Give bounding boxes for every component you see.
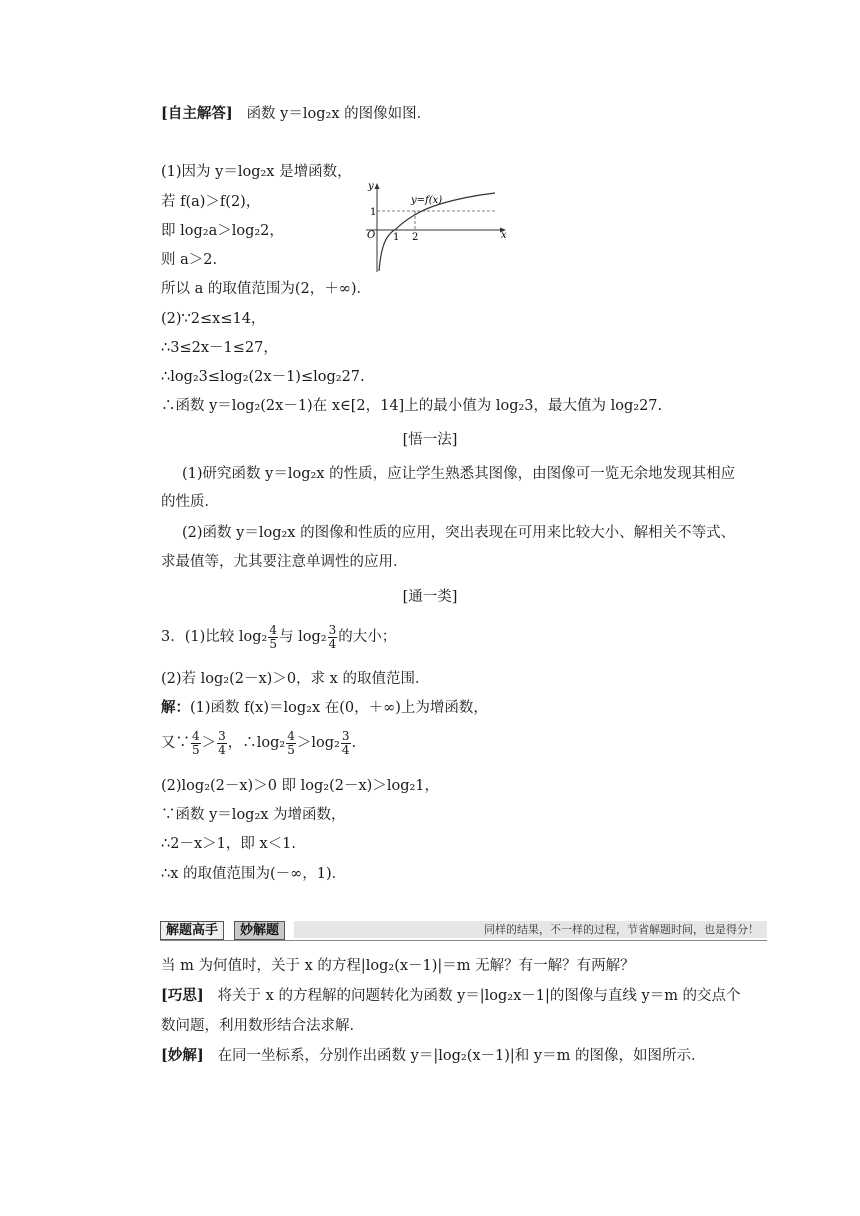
banner-tag-jieti-gaoshou: 解题高手	[160, 921, 224, 940]
miaojie-line	[161, 1046, 705, 1066]
part2-line3: ∴log₂3≤log₂(2x－1)≤log₂27.	[161, 369, 365, 385]
solution-label: 解：	[161, 699, 190, 716]
banner-slogan: 同样的结果，不一样的过程，节省解题时间，也是得分！	[484, 923, 759, 936]
frac-num: 4	[287, 728, 295, 743]
frac-num: 4	[269, 622, 277, 637]
qiaosi-tag: [巧思]	[161, 987, 204, 1004]
qiaosi-text: 将关于 x 的方程解的问题转化为函数 y＝|log₂x－1|的图像与直线 y＝m 的交点个	[217, 988, 741, 1004]
qiaosi-line2: 数问题，利用数形结合法求解．	[161, 1018, 364, 1034]
solution-line1	[161, 698, 488, 718]
solution-line5: ∴2－x＞1，即 x＜1.	[161, 836, 296, 852]
sol2-c: ＞log₂	[296, 735, 340, 751]
part1-line4: 则 a＞2.	[161, 252, 218, 268]
x-tick-2: 2	[412, 232, 419, 243]
frac-den: 5	[192, 742, 200, 757]
wuyifa-p2-line1: (2)函数 y＝log₂x 的图像和性质的应用，突出表现在可用来比较大小、解相关不等式、	[182, 525, 736, 541]
solution-text: (1)函数 f(x)＝log₂x 在(0，＋∞)上为增函数，	[190, 700, 488, 716]
fraction-3-4	[328, 624, 338, 651]
part2-line2: ∴3≤2x－1≤27，	[161, 340, 278, 356]
miaojie-tag: [妙解]	[161, 1047, 204, 1064]
intro-text: 函数 y＝log₂x 的图像如图．	[246, 106, 432, 122]
frac-den: 4	[218, 742, 226, 757]
wuyifa-p2-line2: 求最值等，尤其要注意单调性的应用．	[161, 554, 408, 570]
curve-label: y=f(x)	[411, 195, 443, 206]
part1-line2: 若 f(a)＞f(2)，	[161, 194, 261, 210]
wuyifa-heading: [悟一法]	[402, 432, 458, 448]
part2-line1: (2)∵2≤x≤14，	[161, 311, 266, 327]
miaojie-question: 当 m 为何值时，关于 x 的方程|log₂(x－1)|＝m 无解？有一解？有两解？	[161, 958, 635, 974]
x-axis-label: x	[501, 230, 507, 241]
origin-label: O	[367, 230, 376, 241]
sol2-a: 又∵	[161, 735, 190, 751]
part2-line4: ∴函数 y＝log₂(2x－1)在 x∈[2，14]上的最小值为 log₂3，最大值为 log₂27.	[161, 398, 663, 414]
intro-line	[161, 104, 431, 124]
question3-line1	[161, 620, 396, 654]
frac-num: 3	[218, 728, 226, 743]
fraction-3-4	[341, 730, 351, 757]
sol2-b: ，∴log₂	[227, 735, 286, 751]
y-axis-arrow	[375, 183, 380, 189]
fraction-3-4	[217, 730, 227, 757]
miaojie-text: 在同一坐标系，分别作出函数 y＝|log₂(x－1)|和 y＝m 的图像，如图所示．	[217, 1048, 706, 1064]
frac-num: 3	[328, 622, 337, 637]
banner-bar	[294, 921, 767, 938]
question3-line2: (2)若 log₂(2－x)＞0，求 x 的取值范围．	[161, 671, 430, 687]
frac-den: 5	[269, 636, 277, 651]
solution-line3: (2)log₂(2－x)＞0 即 log₂(2－x)＞log₂1，	[161, 778, 440, 794]
jieti-gaoshou-banner	[160, 920, 767, 940]
part1-line1: (1)因为 y＝log₂x 是增函数，	[161, 164, 352, 180]
x-tick-1: 1	[393, 232, 400, 243]
frac-den: 4	[341, 742, 350, 757]
zizhu-jieda-tag: [自主解答]	[161, 105, 233, 122]
y-tick-1: 1	[370, 207, 377, 218]
frac-den: 5	[287, 742, 295, 757]
log2-graph	[360, 178, 510, 276]
solution-line2	[161, 726, 356, 760]
wuyifa-p1-line1: (1)研究函数 y＝log₂x 的性质，应让学生熟悉其图像，由图像可一览无余地发现其相应	[182, 466, 736, 482]
wuyifa-p1-line2: 的性质．	[161, 494, 219, 510]
part1-line5: 所以 a 的取值范围为(2，＋∞)．	[161, 281, 371, 297]
tongyilei-heading: [通一类]	[402, 589, 458, 605]
sol2-gt: ＞	[201, 735, 217, 751]
frac-den: 4	[328, 636, 337, 651]
part1-line3: 即 log₂a＞log₂2，	[161, 223, 284, 239]
y-axis-label: y	[368, 181, 374, 192]
banner-tag-miao-jieti: 妙解题	[234, 921, 285, 940]
fraction-4-5	[191, 730, 201, 757]
q3-prefix: 3．(1)比较 log₂	[161, 629, 268, 645]
fraction-4-5	[286, 730, 296, 757]
solution-line6: ∴x 的取值范围为(－∞，1)．	[161, 866, 347, 882]
q3-suffix: 的大小；	[338, 629, 397, 645]
frac-num: 3	[341, 728, 350, 743]
solution-line4: ∵函数 y＝log₂x 为增函数，	[161, 807, 346, 823]
banner-underline	[160, 940, 767, 941]
sol2-end: .	[351, 735, 357, 751]
q3-middle: 与 log₂	[278, 629, 327, 645]
fraction-4-5	[268, 624, 278, 651]
frac-num: 4	[192, 728, 200, 743]
qiaosi-line1	[161, 986, 741, 1006]
